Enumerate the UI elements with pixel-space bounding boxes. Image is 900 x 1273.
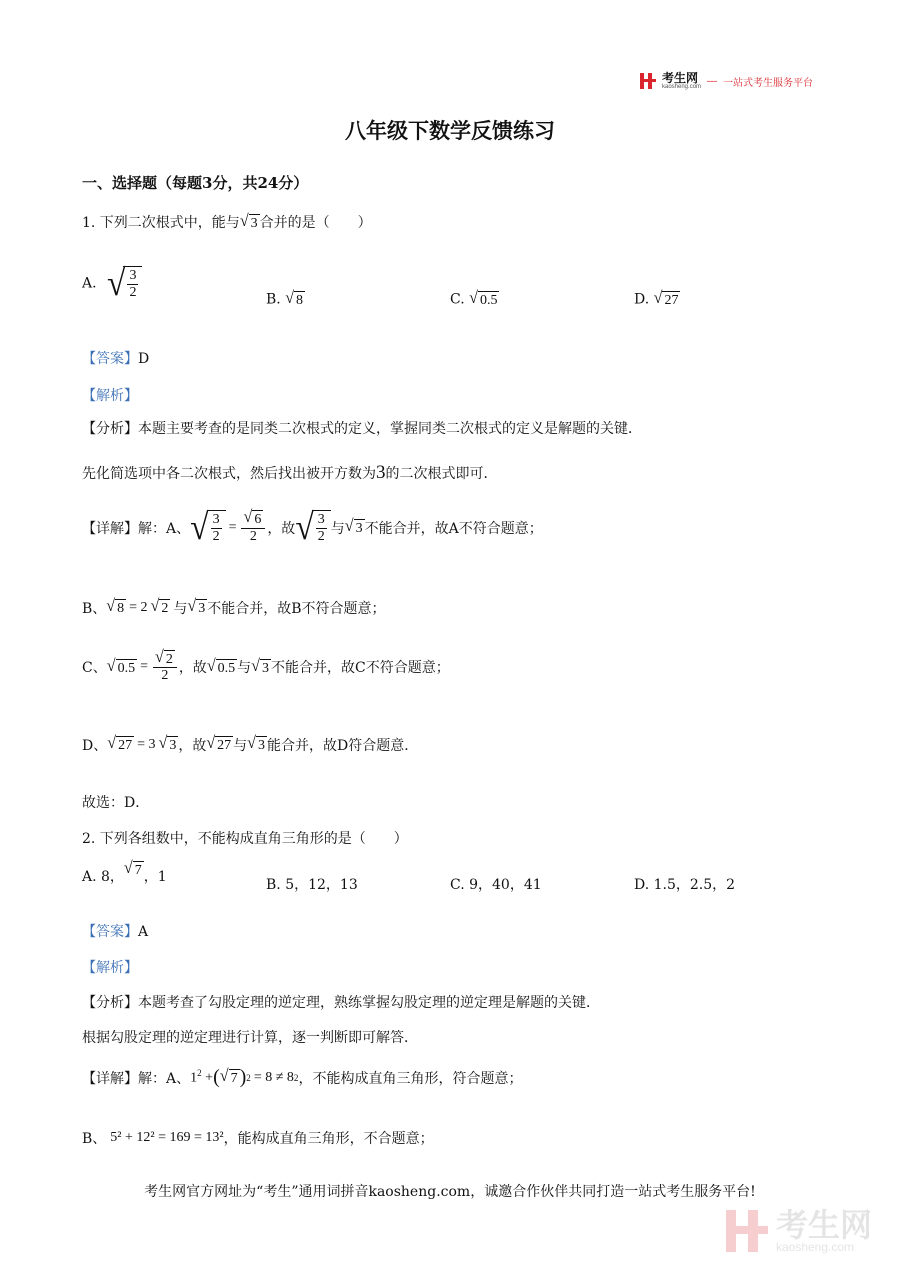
q2-detail-b: B、 5² + 12² = 169 = 13² ，能构成直角三角形，不合题意； xyxy=(82,1130,434,1147)
question-2-stem: 2. 下列各组数中，不能构成直角三角形的是（ ） xyxy=(82,831,408,847)
q1-conclusion: 故选：D． xyxy=(82,795,150,811)
q1-option-c: C. √ 0.5 xyxy=(450,289,498,308)
q1-detail-d: D、 √ 27 = 3 √ 3 ，故 √ 27 与 √ 3 能合并，故D符合题意． xyxy=(82,734,419,754)
watermark-logo-icon xyxy=(726,1210,768,1252)
page-title: 八年级下数学反馈练习 xyxy=(345,118,555,143)
q2-option-b: B. 5，12，13 xyxy=(266,877,358,893)
footer-text: 考生网官方网址为“考生”通用词拼音kaosheng.com，诚邀合作伙伴共同打造一站式考生服务平台! xyxy=(144,1184,756,1200)
q1-option-d: D. √ 27 xyxy=(634,289,679,308)
q1-detail-c: C、 √ 0.5 = √ 2 2 ，故 √ 0.5 与 √ 3 不能合并，故C不符合题意； xyxy=(82,648,450,684)
section-heading: 一、选择题（每题3分，共24分） xyxy=(82,174,309,192)
q2-detail-a: 【详解】 解：A、 $1^2$ + ( √ 7 ) 2 = 8 ≠ 8 2 ，不能构成直角三角形，符合题意； xyxy=(82,1066,523,1088)
logo-brand: 考生网 xyxy=(662,71,699,85)
q2-option-c: C. 9，40，41 xyxy=(450,877,542,893)
watermark-domain: kaosheng.com xyxy=(775,1240,855,1254)
q1-option-b: B. √ 8 xyxy=(266,289,304,308)
site-logo: 考生网 kaosheng.com — 一站式考生服务平台 xyxy=(640,72,813,90)
question-1-stem: 1. 下列二次根式中，能与 √ 3 合并的是（ ） xyxy=(82,212,372,232)
q2-line2: 根据勾股定理的逆定理进行计算，逐一判断即可解答． xyxy=(82,1030,418,1046)
q2-answer: 【答案】A xyxy=(82,924,149,940)
q1-answer: 【答案】D xyxy=(82,351,150,367)
logo-domain: kaosheng.com xyxy=(662,84,702,90)
logo-slogan: 一站式考生服务平台 xyxy=(723,77,814,89)
q2-option-a: A. 8， √ 7 ，1 xyxy=(82,859,167,885)
q1-line2: 先化简选项中各二次根式，然后找出被开方数为3的二次根式即可． xyxy=(82,462,498,483)
q2-fenxi: 【分析】本题考查了勾股定理的逆定理，熟练掌握勾股定理的逆定理是解题的关键． xyxy=(82,995,600,1011)
q1-detail-b: B、 √ 8 = 2 √ 2 与 √ 3 不能合并，故B不符合题意； xyxy=(82,597,386,617)
watermark-brand: 考生网 xyxy=(775,1207,872,1243)
q1-analysis-label: 【解析】 xyxy=(82,388,138,404)
logo-icon xyxy=(640,73,656,89)
watermark xyxy=(726,1209,872,1253)
q1-fenxi: 【分析】本题主要考查的是同类二次根式的定义，掌握同类二次根式的定义是解题的关键． xyxy=(82,421,642,437)
q1-option-a: A. √ $\frac{3}{2}$ xyxy=(82,266,142,301)
q1-detail-a: 【详解】 解：A、 √ $\frac{3}{2}$ = √ 6 2 ，故 √ $\frac{3}{2}$ 与 √ 3 不能合并，故A不符合题意； xyxy=(82,506,543,548)
q2-option-d: D. 1.5，2.5，2 xyxy=(634,877,736,893)
q2-analysis-label: 【解析】 xyxy=(82,960,138,976)
